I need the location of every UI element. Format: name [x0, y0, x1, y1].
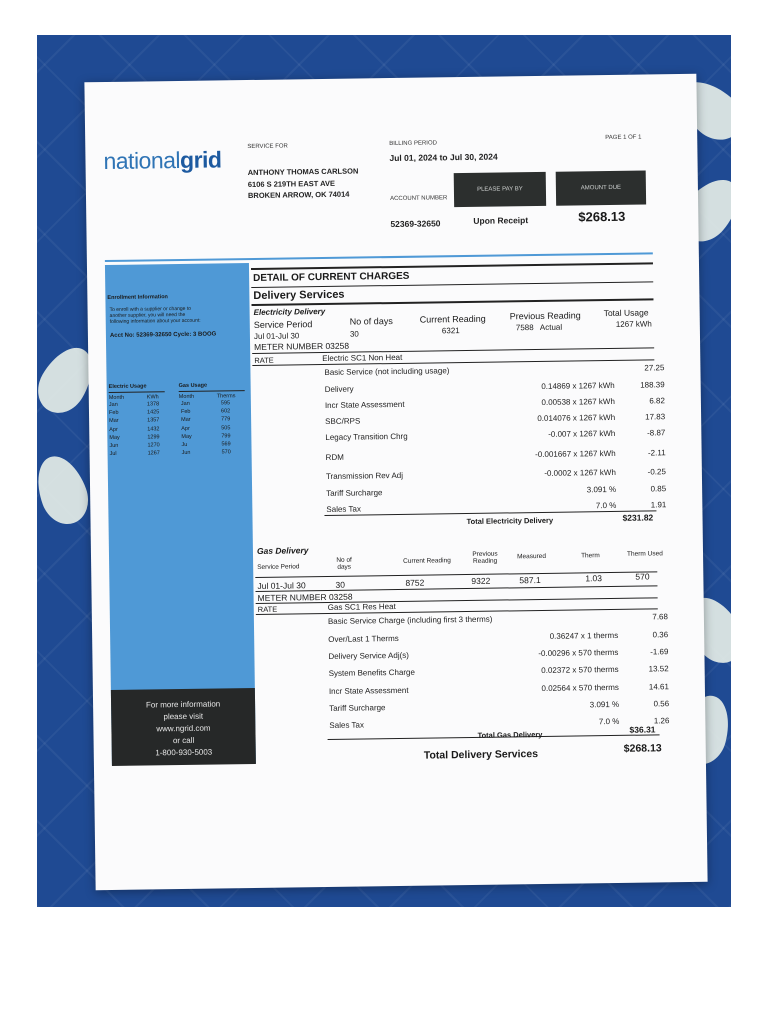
pay-by-date: Upon Receipt	[473, 215, 529, 226]
address-line-1: 6106 S 219TH EAST AVE	[247, 178, 336, 190]
charge-label: Basic Service (not including usage)	[324, 366, 450, 377]
account-number: 52369-32650	[390, 218, 441, 230]
charge-calc: 0.36247 x 1 therms	[549, 630, 619, 641]
gas-service-period-label: Service Period	[257, 563, 300, 571]
info-line: or call	[172, 735, 195, 746]
usage-cell: Feb	[180, 409, 191, 416]
charge-label: Basic Service Charge (including first 3 therms)	[327, 614, 493, 626]
charge-label: Legacy Transition Chrg	[325, 431, 408, 442]
enrollment-text: following information about your account:	[109, 317, 201, 325]
charge-amount: 1.26	[653, 716, 670, 726]
charge-line	[328, 647, 669, 661]
total-gas-label: Total Gas Delivery	[477, 729, 543, 740]
usage-cell: Jan	[108, 401, 118, 409]
enrollment-text: another supplier, you will need the	[109, 311, 186, 319]
charge-amount: 188.39	[640, 380, 665, 390]
charge-amount: -2.11	[647, 448, 666, 458]
pay-by-box: PLEASE PAY BY	[454, 172, 546, 207]
no-days: 30	[349, 329, 359, 339]
charge-amount: 17.83	[645, 412, 666, 422]
usage-cell: Jun	[181, 450, 191, 457]
kwh-header: KWh	[146, 394, 159, 401]
amount-due: $268.13	[578, 208, 626, 225]
charge-label: Transmission Rev Adj	[325, 470, 404, 481]
charge-line	[325, 428, 666, 442]
gas-rate-value: Gas SC1 Res Heat	[327, 602, 396, 612]
usage-cell: 1267	[147, 450, 160, 457]
charge-amount: 14.61	[648, 682, 669, 692]
charge-calc: -0.00296 x 570 therms	[538, 647, 619, 659]
charge-calc: 0.02564 x 570 therms	[541, 682, 619, 693]
phone-number[interactable]: 1-800-930-5003	[155, 747, 213, 758]
charge-label: Sales Tax	[329, 720, 364, 730]
info-line: For more information	[145, 699, 221, 710]
enrollment-title: Enrollment Information	[107, 294, 168, 302]
current-reading: 6321	[441, 326, 460, 336]
charge-label: Incr State Assessment	[324, 399, 405, 410]
gas-current-reading-label: Current Reading	[403, 557, 451, 565]
usage-cell: Jul	[109, 451, 117, 458]
divider	[256, 608, 658, 615]
usage-cell: Ju	[181, 441, 188, 448]
month-header: Month	[108, 394, 125, 402]
electricity-delivery-title: Electricity Delivery	[253, 306, 326, 317]
gas-service-period: Jul 01-Jul 30	[257, 580, 306, 591]
charge-line	[326, 484, 667, 498]
charge-line	[329, 699, 670, 713]
total-gas: $36.31	[629, 724, 656, 735]
info-line: please visit	[163, 711, 204, 722]
charge-label: Tariff Surcharge	[329, 703, 386, 713]
charge-calc: -0.0002 x 1267 kWh	[544, 467, 616, 478]
usage-cell: Jan	[180, 400, 190, 407]
charge-label: Over/Last 1 Therms	[328, 633, 399, 644]
gas-therm: 1.03	[585, 573, 602, 584]
usage-cell: Feb	[108, 410, 119, 417]
charge-calc: -0.007 x 1267 kWh	[548, 428, 616, 439]
gas-current-reading: 8752	[405, 577, 425, 588]
charge-amount: 13.52	[648, 664, 669, 674]
enrollment-account: Acct No: 52369-32650 Cycle: 3 BOOG	[109, 331, 217, 339]
gas-no-days: 30	[335, 579, 345, 590]
usage-cell: 569	[221, 441, 231, 448]
usage-cell: Apr	[109, 426, 118, 433]
usage-cell: Mar	[181, 417, 191, 424]
total-delivery-label: Total Delivery Services	[423, 748, 539, 762]
usage-cell: 779	[221, 416, 231, 423]
header-divider	[105, 252, 653, 262]
therms-header: Therms	[216, 393, 236, 400]
charge-label: Tariff Surcharge	[326, 488, 383, 498]
charge-label: Delivery Service Adj(s)	[328, 650, 409, 661]
service-period-label: Service Period	[253, 319, 313, 330]
usage-cell: 595	[220, 400, 231, 407]
total-usage-label: Total Usage	[603, 307, 649, 319]
charge-calc: 3.091 %	[586, 484, 617, 495]
gas-therm-label: Therm	[581, 552, 600, 560]
electric-usage-label: Electric Usage	[108, 383, 147, 391]
usage-cell: 799	[221, 433, 231, 440]
website-link[interactable]: www.ngrid.com	[156, 723, 211, 734]
amount-due-box: AMOUNT DUE	[556, 170, 646, 205]
usage-cell: Jun	[109, 442, 119, 449]
charge-line	[328, 664, 669, 678]
divider	[252, 359, 654, 366]
charge-label: RDM	[325, 452, 344, 462]
charge-calc: 3.091 %	[589, 699, 620, 710]
charge-line	[328, 682, 669, 696]
usage-cell: May	[181, 433, 192, 440]
total-electric: $231.82	[622, 512, 654, 523]
total-electric-label: Total Electricity Delivery	[466, 515, 554, 527]
total-delivery: $268.13	[623, 742, 662, 755]
charge-line	[328, 630, 669, 644]
previous-reading-label: Previous Reading	[509, 310, 581, 322]
divider	[256, 585, 658, 592]
usage-cell: 1299	[147, 434, 160, 441]
national-grid-logo: nationalgrid	[103, 146, 222, 175]
charge-label: System Benefits Charge	[328, 667, 415, 678]
month-header: Month	[178, 393, 195, 401]
charge-line	[325, 467, 666, 481]
charge-amount: 0.36	[652, 630, 669, 640]
current-reading-label: Current Reading	[419, 313, 486, 325]
charge-calc: 0.14869 x 1267 kWh	[541, 380, 615, 391]
gas-meter-number: METER NUMBER 03258	[257, 591, 353, 603]
no-days-label: No of days	[349, 316, 393, 327]
charge-amount: 6.82	[649, 396, 665, 406]
leaf-pattern	[37, 449, 96, 531]
meter-number: METER NUMBER 03258	[254, 340, 350, 352]
billing-period-label: BILLING PERIOD	[389, 140, 438, 148]
customer-name: ANTHONY THOMAS CARLSON	[247, 166, 359, 178]
info-box	[111, 688, 256, 766]
usage-cell: 570	[221, 449, 231, 456]
gas-measured: 587.1	[519, 574, 541, 586]
usage-cell: 602	[220, 408, 231, 415]
charge-line	[325, 412, 666, 426]
charge-calc	[478, 613, 618, 615]
account-number-label: ACCOUNT NUMBER	[390, 195, 448, 203]
charge-label: Delivery	[324, 384, 354, 394]
gas-therm-used-label: Therm Used	[626, 550, 663, 558]
service-for-label: SERVICE FOR	[247, 143, 288, 151]
gas-therm-used: 570	[635, 571, 650, 582]
address-line-2: BROKEN ARROW, OK 74014	[247, 189, 350, 201]
usage-cell: 505	[221, 424, 231, 432]
charge-amount: 7.68	[652, 612, 668, 622]
usage-cell: 1432	[147, 425, 160, 433]
charge-calc: 7.0 %	[598, 716, 620, 727]
charge-line	[325, 448, 666, 462]
charge-calc: 0.00538 x 1267 kWh	[541, 396, 615, 407]
charge-calc: -0.001667 x 1267 kWh	[535, 448, 616, 460]
previous-reading: 7588 Actual	[515, 322, 563, 333]
gas-usage-label: Gas Usage	[178, 382, 208, 390]
charge-line	[324, 380, 665, 394]
utility-bill	[84, 74, 707, 890]
charge-calc: 0.02372 x 570 therms	[541, 664, 619, 675]
charge-line	[326, 500, 667, 514]
charge-calc: 0.014076 x 1267 kWh	[537, 412, 616, 424]
gas-previous-reading: 9322	[471, 575, 491, 586]
delivery-services-title: Delivery Services	[253, 288, 345, 302]
detail-title: DETAIL OF CURRENT CHARGES	[253, 270, 410, 284]
billing-period: Jul 01, 2024 to Jul 30, 2024	[389, 151, 498, 164]
rate-label: RATE	[254, 355, 274, 365]
charge-label: Incr State Assessment	[328, 685, 409, 696]
usage-cell: Mar	[109, 418, 119, 425]
charge-amount: 0.85	[650, 484, 667, 494]
page-number: PAGE 1 OF 1	[605, 134, 642, 142]
charge-amount: -1.69	[650, 647, 669, 657]
usage-cell: 1425	[146, 409, 160, 416]
charge-amount: -8.87	[647, 428, 666, 438]
charge-calc	[474, 364, 614, 366]
usage-cell: May	[109, 434, 120, 441]
charge-calc: 7.0 %	[595, 500, 617, 511]
charge-amount: 0.56	[653, 699, 670, 709]
gas-measured-label: Measured	[517, 552, 547, 561]
usage-cell: 1270	[147, 442, 160, 449]
enrollment-text: To enroll with a supplier or change to	[109, 305, 192, 313]
gas-no-days-label: No of days	[336, 556, 352, 571]
charge-line	[324, 396, 665, 410]
gas-previous-reading-label: Previous Reading	[472, 550, 498, 565]
charge-label: Sales Tax	[326, 504, 361, 514]
total-usage: 1267 kWh	[615, 319, 652, 329]
charge-amount: 27.25	[644, 363, 665, 373]
charge-label: SBC/RPS	[325, 416, 361, 426]
divider	[251, 262, 653, 270]
gas-delivery-title: Gas Delivery	[256, 545, 309, 556]
usage-cell: 1378	[146, 401, 160, 408]
charge-amount: -0.25	[647, 467, 666, 477]
charge-amount: 1.91	[650, 500, 667, 510]
usage-cell: 1357	[147, 417, 160, 424]
rate-value: Electric SC1 Non Heat	[322, 352, 403, 364]
service-period: Jul 01-Jul 30	[253, 331, 300, 341]
gas-rate-label: RATE	[257, 604, 278, 614]
usage-cell: Apr	[181, 425, 190, 432]
